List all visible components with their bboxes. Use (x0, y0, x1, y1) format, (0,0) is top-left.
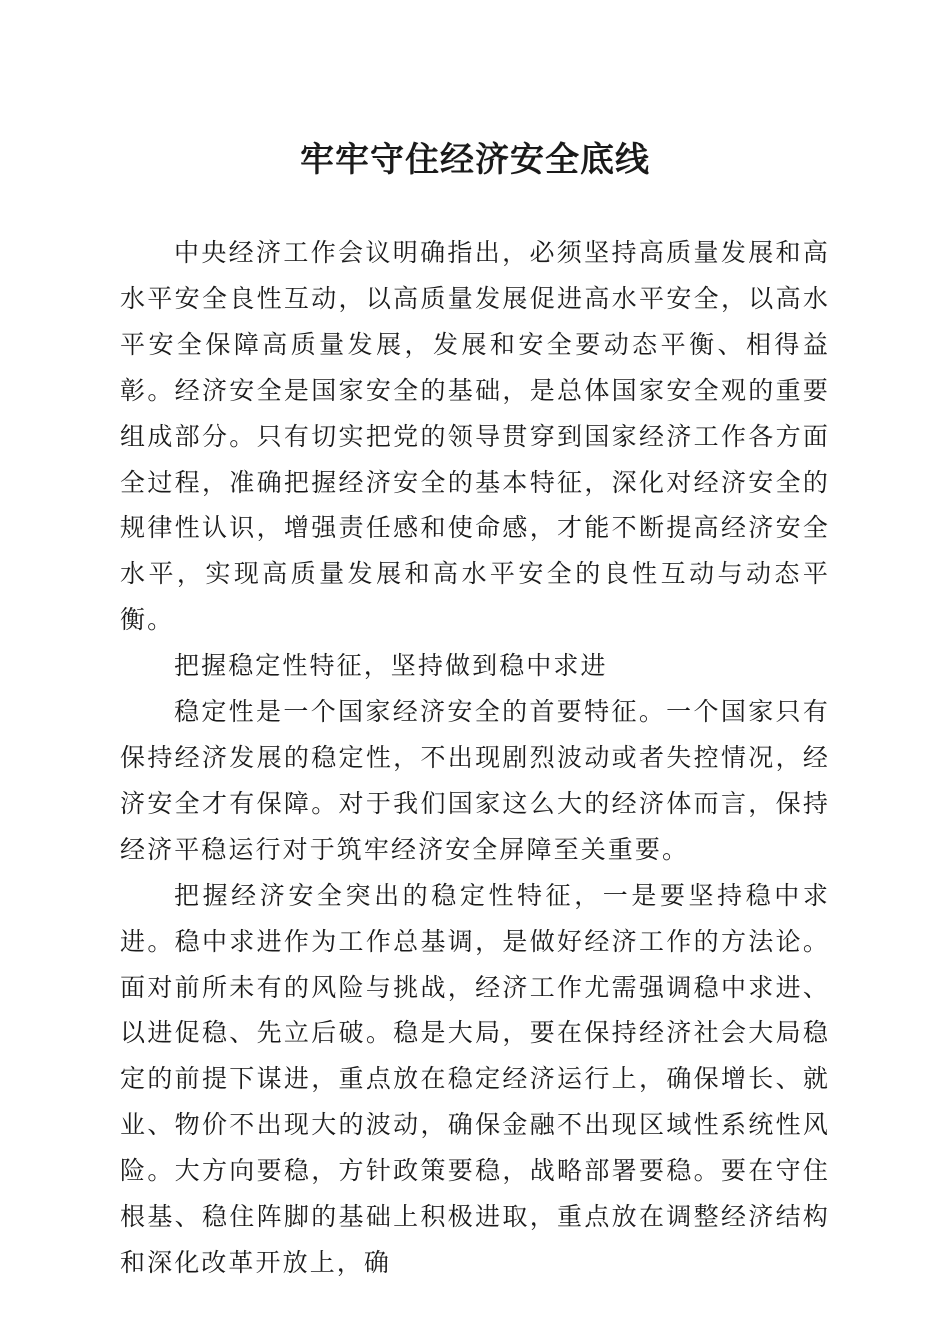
page-title: 牢牢守住经济安全底线 (300, 140, 650, 180)
paragraph-stability: 稳定性是一个国家经济安全的首要特征。一个国家只有保持经济发展的稳定性，不出现剧烈波动或者失控情况，经济安全才有保障。对于我们国家这么大的经济体而言，保持经济平稳运行对于筑牢经济安全屏障至关重要。 (120, 697, 830, 864)
document-body (120, 230, 830, 1286)
paragraph-intro: 中央经济工作会议明确指出，必须坚持高质量发展和高水平安全良性互动，以高质量发展促进高水平安全，以高水平安全保障高质量发展，发展和安全要动态平衡、相得益彰。经济安全是国家安全的基础，是总体国家安全观的重要组成部分。只有切实把党的领导贯穿到国家经济工作各方面全过程，准确把握经济安全的基本特征，深化对经济安全的规律性认识，增强责任感和使命感，才能不断提高经济安全水平，实现高质量发展和高水平安全的良性互动与动态平衡。 (120, 238, 830, 635)
section-heading: 把握稳定性特征，坚持做到稳中求进 (174, 651, 608, 681)
paragraph-steady-progress: 把握经济安全突出的稳定性特征，一是要坚持稳中求进。稳中求进作为工作总基调，是做好经济工作的方法论。面对前所未有的风险与挑战，经济工作尤需强调稳中求进、以进促稳、先立后破。稳是大局，要在保持经济社会大局稳定的前提下谋进，重点放在稳定经济运行上，确保增长、就业、物价不出现大的波动，确保金融不出现区域性系统性风险。大方向要稳，方针政策要稳，战略部署要稳。要在守住根基、稳住阵脚的基础上积极进取，重点放在调整经济结构和深化改革开放上，确 (120, 880, 830, 1277)
